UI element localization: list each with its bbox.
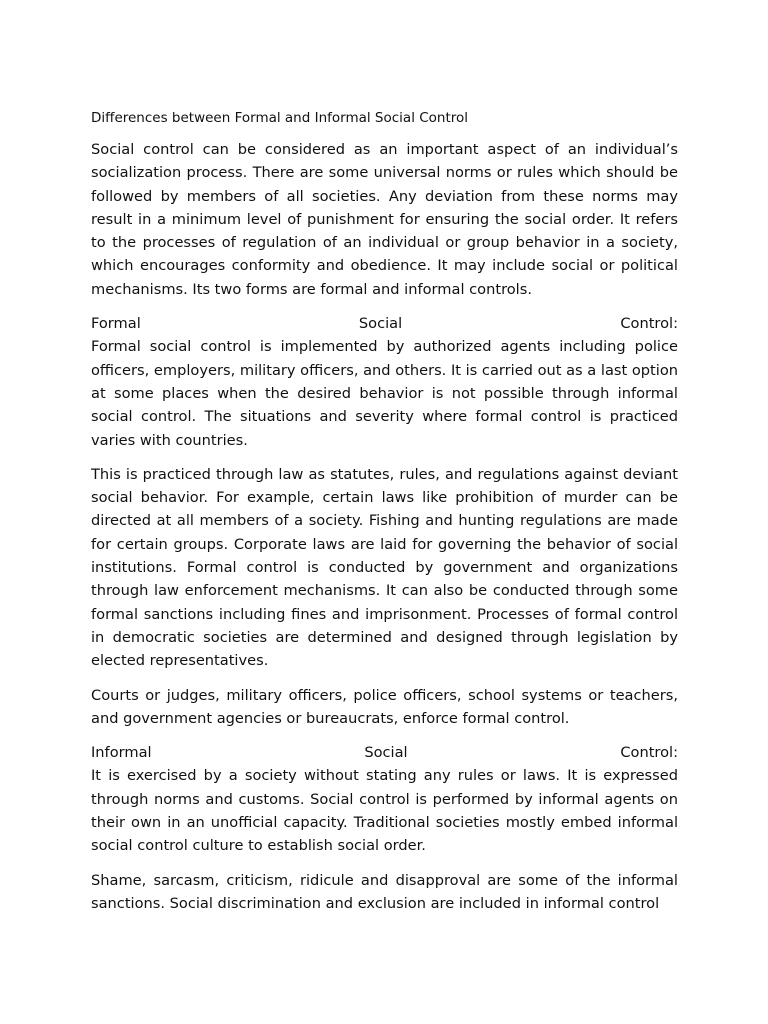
formal-enforcers-paragraph: Courts or judges, military officers, police officers, school systems or teachers, and government agencies or bureaucrats, enforce formal control. (91, 686, 678, 727)
document-title: Differences between Formal and Informal Social Control (91, 110, 469, 126)
formal-law-paragraph: This is practiced through law as statutes, rules, and regulations against deviant social behavior. For example, certain laws like prohibition of murder can be directed at all members of a society. Fishing and hunting regulations are made for certain groups. Corporate laws are laid for governing the behavior of social institutions. Formal control is conducted by government and organizations through law enforcement mechanisms. It can also be conducted through some formal sanctions including fines and imprisonment. Processes of formal control in democratic societies are determined and designed through legislation by elected representatives. (91, 465, 678, 670)
formal-section (91, 312, 678, 730)
informal-body-paragraph: It is exercised by a society without stating any rules or laws. It is expressed through norms and customs. Social control is performed by informal agents on their own in an unofficial capacity. Traditional societies mostly embed informal social control culture to establish social order. (91, 767, 678, 855)
formal-heading-word-2: Social (358, 315, 403, 333)
formal-heading-word-3: Control: (620, 315, 678, 333)
formal-body-paragraph: Formal social control is implemented by authorized agents including police officers, employers, military officers, and others. It is carried out as a last option at some places when the desired behavior is not possible through informal social control. The situations and severity where formal control is practiced varies with countries. (91, 338, 678, 449)
formal-heading (91, 312, 678, 335)
informal-heading-word-3: Control: (620, 744, 678, 762)
informal-sanctions-paragraph: Shame, sarcasm, criticism, ridicule and disapproval are some of the informal sanctions. Social discrimination and exclusion are included in informal control (91, 871, 678, 912)
intro-paragraph: Social control can be considered as an important aspect of an individual’s socialization process. There are some universal norms or rules which should be followed by members of all societies. Any deviation from these norms may result in a minimum level of punishment for ensuring the social order. It refers to the processes of regulation of an individual or group behavior in a society, which encourages conformity and obedience. It may include social or political mechanisms. Its two forms are formal and informal controls. (91, 141, 678, 298)
formal-heading-word-1: Formal (91, 315, 141, 333)
document-page (91, 102, 678, 926)
informal-heading-word-2: Social (364, 744, 408, 762)
informal-heading (91, 741, 678, 764)
informal-heading-word-1: Informal (91, 744, 152, 762)
informal-section (91, 741, 678, 915)
